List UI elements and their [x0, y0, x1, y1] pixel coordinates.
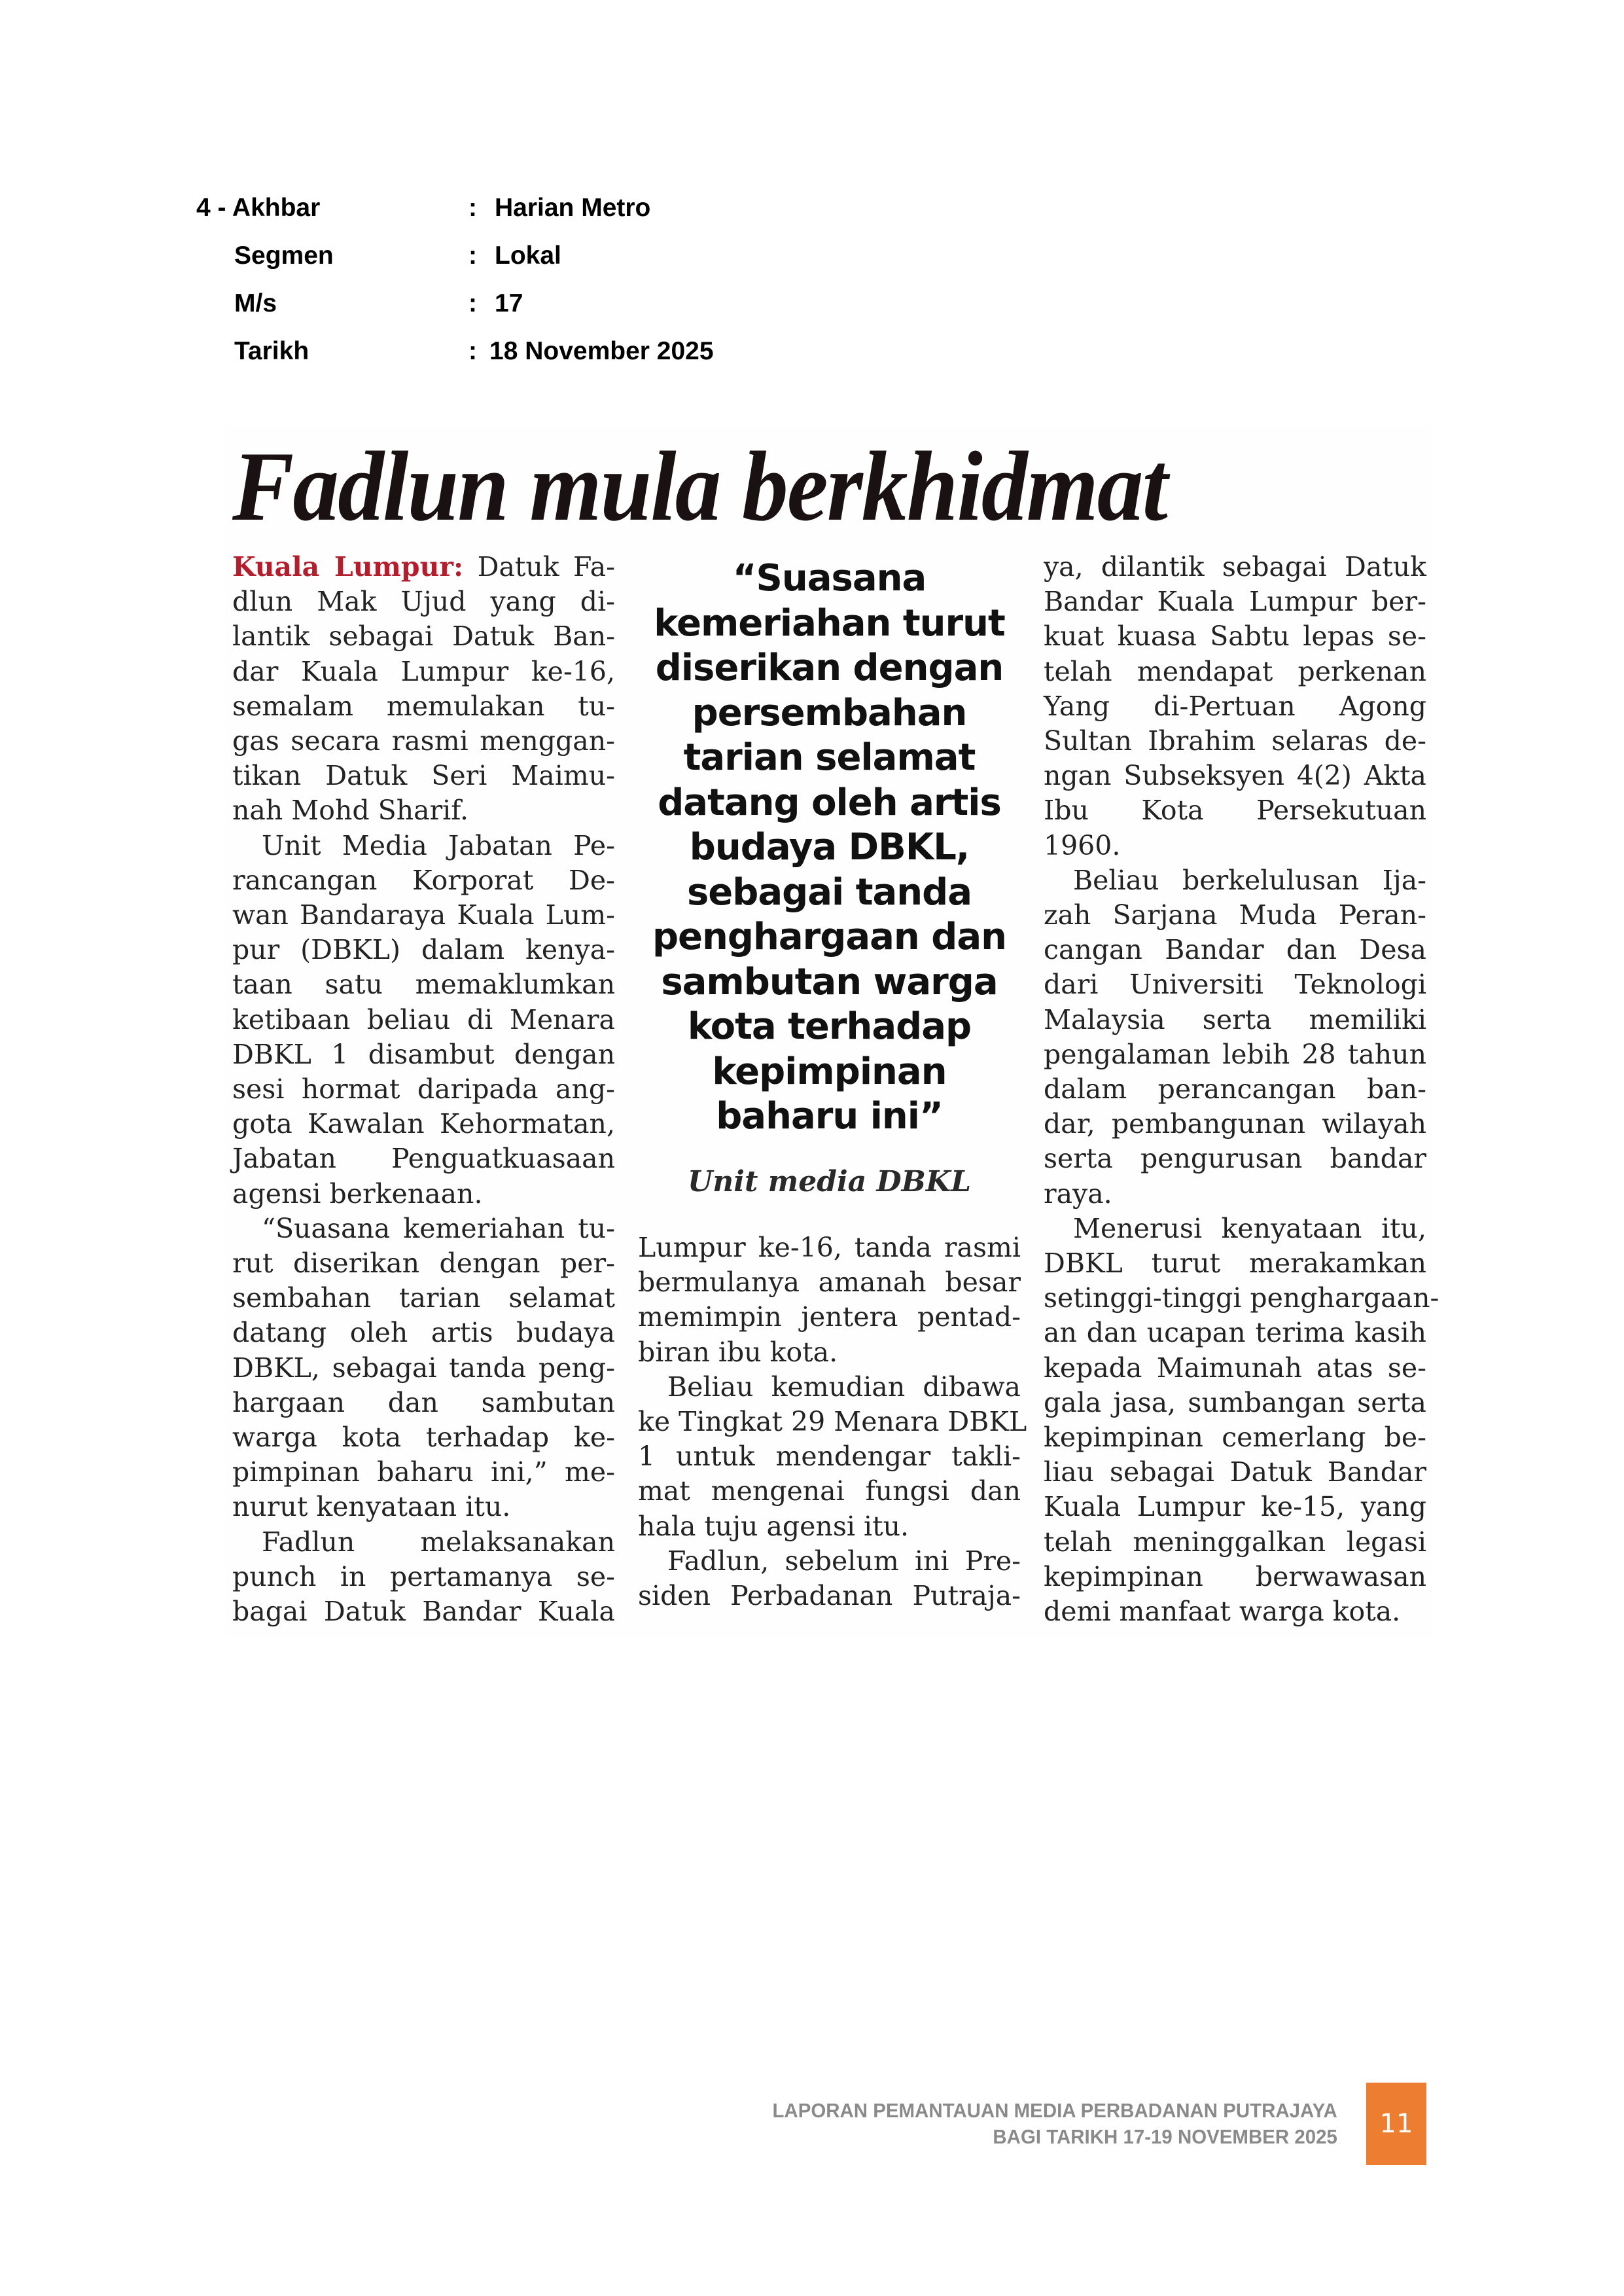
article-text-line: pur (DBKL) dalam kenya-: [232, 934, 615, 966]
article-text-line: sembahan tarian selamat: [232, 1282, 615, 1314]
article-text-line: Ibu Kota Persekutuan: [1044, 795, 1426, 827]
article-text-line: serta pengurusan bandar: [1044, 1143, 1426, 1175]
article-text-line: dar Kuala Lumpur ke-16,: [232, 655, 615, 687]
article-column-2: [638, 1230, 1027, 1613]
article-text-line: memimpin jentera pentad-: [638, 1301, 1021, 1333]
article-text-line: ketibaan beliau di Menara: [232, 1003, 615, 1035]
article-text-line: warga kota terhadap ke-: [232, 1422, 615, 1454]
article-text-line: punch in pertamanya se-: [232, 1560, 615, 1592]
article-text-line: ke Tingkat 29 Menara DBKL: [638, 1406, 1027, 1438]
article-text-line: liau sebagai Datuk Bandar: [1044, 1456, 1426, 1488]
meta-separator: :: [468, 337, 477, 365]
article-text-line: agensi berkenaan.: [232, 1177, 483, 1210]
meta-value: Harian Metro: [495, 194, 651, 222]
article-text-line: Lumpur ke-16, tanda rasmi: [638, 1232, 1021, 1263]
article-text-line: Bandar Kuala Lumpur ber-: [1044, 586, 1426, 618]
footer-date-range: BAGI TARIKH 17-19 NOVEMBER 2025: [993, 2125, 1337, 2148]
article-text-line: dari Universiti Teknologi: [1044, 969, 1426, 1001]
article-text-line: ngan Subseksyen 4(2) Akta: [1044, 760, 1426, 792]
meta-label: Segmen: [234, 242, 334, 270]
article-text-line: mat mengenai fungsi dan: [638, 1475, 1021, 1507]
article-text-line: cangan Bandar dan Desa: [1044, 934, 1426, 966]
article-text-line: Kuala Lumpur: Datuk Fa-: [232, 551, 615, 583]
pull-quote-line: penghargaan dan: [652, 916, 1007, 958]
article-text-line: taan satu memaklumkan: [232, 969, 615, 1001]
pull-quote-line: kota terhadap: [687, 1005, 972, 1048]
article-text-line: datang oleh artis budaya: [232, 1317, 615, 1349]
article-text-line: Beliau berkelulusan Ija-: [1073, 864, 1426, 896]
dateline: Kuala Lumpur:: [232, 551, 464, 583]
meta-separator: :: [468, 289, 477, 317]
article-text-line: Beliau kemudian dibawa: [667, 1371, 1021, 1403]
article-text-line: kepada Maimunah atas se-: [1044, 1352, 1426, 1384]
article-text-line: rut diserikan dengan per-: [232, 1247, 615, 1280]
article-text-line: Sultan Ibrahim selaras de-: [1044, 725, 1426, 757]
article-text-line: sesi hormat daripada ang-: [232, 1073, 615, 1105]
article-text-line: semalam memulakan tu-: [232, 690, 615, 722]
article-text-line: kepimpinan cemerlang be-: [1044, 1422, 1426, 1454]
article-text-line: DBKL 1 disambut dengan: [232, 1038, 615, 1070]
article-text-line: an dan ucapan terima kasih: [1044, 1317, 1426, 1349]
article-text-line: Fadlun melaksanakan: [262, 1526, 615, 1558]
pull-quote-line: budaya DBKL,: [689, 826, 970, 869]
article-text-line: biran ibu kota.: [638, 1336, 838, 1368]
article-text-line: demi manfaat warga kota.: [1044, 1596, 1401, 1628]
article-text-line: gota Kawalan Kehormatan,: [232, 1108, 615, 1140]
pull-quote: [638, 556, 1021, 1139]
article-text-line: kepimpinan berwawasan: [1044, 1560, 1426, 1592]
article-text-line: hala tuju agensi itu.: [638, 1510, 909, 1542]
article-text-line: kuat kuasa Sabtu lepas se-: [1044, 620, 1426, 653]
article-text-line: siden Perbadanan Putraja-: [638, 1580, 1021, 1612]
report-footer: [773, 2098, 1337, 2150]
article-text-line: hargaan dan sambutan: [232, 1386, 615, 1418]
pull-quote-line: “Suasana: [732, 557, 927, 600]
meta-separator: :: [468, 194, 477, 222]
article-column-1: [232, 550, 615, 1629]
newspaper-clipping: [226, 425, 1439, 1636]
pull-quote-line: persembahan: [692, 691, 967, 734]
article-text-line: dlun Mak Ujud yang di-: [232, 586, 615, 618]
article-text-line: Kuala Lumpur ke-15, yang: [1044, 1491, 1426, 1523]
pull-quote-line: diserikan dengan: [655, 647, 1004, 689]
article-text-line: dar, pembangunan wilayah: [1044, 1108, 1426, 1140]
article-text-line: telah meninggalkan legasi: [1044, 1526, 1426, 1558]
article-text-line: 1960.: [1044, 829, 1121, 861]
meta-value: Lokal: [495, 242, 561, 270]
pull-quote-credit: Unit media DBKL: [687, 1165, 972, 1198]
pull-quote-line: kemeriahan turut: [654, 601, 1005, 645]
article-text-line: setinggi-tinggi penghargaan-: [1044, 1282, 1439, 1314]
meta-label: Tarikh: [234, 337, 309, 365]
article-text-line: nurut kenyataan itu.: [232, 1491, 511, 1523]
article-text-line: lantik sebagai Datuk Ban-: [232, 620, 615, 653]
article-text-line: Menerusi kenyataan itu,: [1073, 1212, 1426, 1244]
article-text-line: bagai Datuk Bandar Kuala: [232, 1596, 615, 1628]
article-text-line: nah Mohd Sharif.: [232, 795, 469, 827]
article-text-line: gas secara rasmi menggan-: [232, 725, 615, 757]
article-text-line: gala jasa, sumbangan serta: [1044, 1386, 1426, 1418]
article-text-line: dalam perancangan ban-: [1044, 1073, 1426, 1105]
pull-quote-line: baharu ini”: [716, 1095, 943, 1138]
pull-quote-line: sebagai tanda: [686, 870, 972, 914]
article-text-line: tikan Datuk Seri Maimu-: [232, 760, 615, 792]
article-headline: Fadlun mula berkhidmat: [232, 431, 1167, 541]
pull-quote-line: datang oleh artis: [658, 781, 1001, 824]
pull-quote-line: kepimpinan: [712, 1050, 947, 1093]
article-text-line: 1 untuk mendengar takli-: [638, 1441, 1021, 1473]
meta-label: 4 - Akhbar: [196, 194, 321, 222]
article-text-line: wan Bandaraya Kuala Lum-: [232, 899, 615, 931]
article-text-line: bermulanya amanah besar: [638, 1266, 1021, 1299]
article-text-line: telah mendapat perkenan: [1044, 655, 1426, 687]
meta-label: M/s: [234, 289, 277, 317]
article-text-line: Yang di-Pertuan Agong: [1044, 690, 1426, 722]
article-text-line: DBKL turut merakamkan: [1044, 1247, 1426, 1280]
meta-separator: :: [468, 242, 477, 270]
article-text-line: pengalaman lebih 28 tahun: [1044, 1038, 1426, 1070]
meta-value: 17: [495, 289, 523, 317]
article-text-line: Malaysia serta memiliki: [1044, 1003, 1426, 1035]
article-text-line: rancangan Korporat De-: [232, 864, 615, 896]
article-text-line: DBKL, sebagai tanda peng-: [232, 1352, 615, 1384]
article-text-line: Fadlun, sebelum ini Pre-: [667, 1545, 1021, 1577]
article-column-3: [1044, 550, 1439, 1629]
pull-quote-line: sambutan warga: [661, 960, 998, 1003]
article-text-line: Unit Media Jabatan Pe-: [262, 829, 615, 861]
article-text-line: pimpinan baharu ini,” me-: [232, 1456, 615, 1488]
article-text-line: zah Sarjana Muda Peran-: [1044, 899, 1426, 931]
pull-quote-line: tarian selamat: [683, 736, 976, 779]
article-text-line: “Suasana kemeriahan tu-: [262, 1212, 615, 1244]
page-number-badge: 11: [1366, 2083, 1426, 2165]
footer-title: LAPORAN PEMANTAUAN MEDIA PERBADANAN PUTRAJAYA: [772, 2099, 1337, 2122]
meta-value: 18 November 2025: [489, 337, 714, 365]
article-text-line: ya, dilantik sebagai Datuk: [1044, 551, 1426, 583]
article-text-line: Jabatan Penguatkuasaan: [232, 1143, 615, 1175]
article-text-line: raya.: [1044, 1177, 1112, 1210]
